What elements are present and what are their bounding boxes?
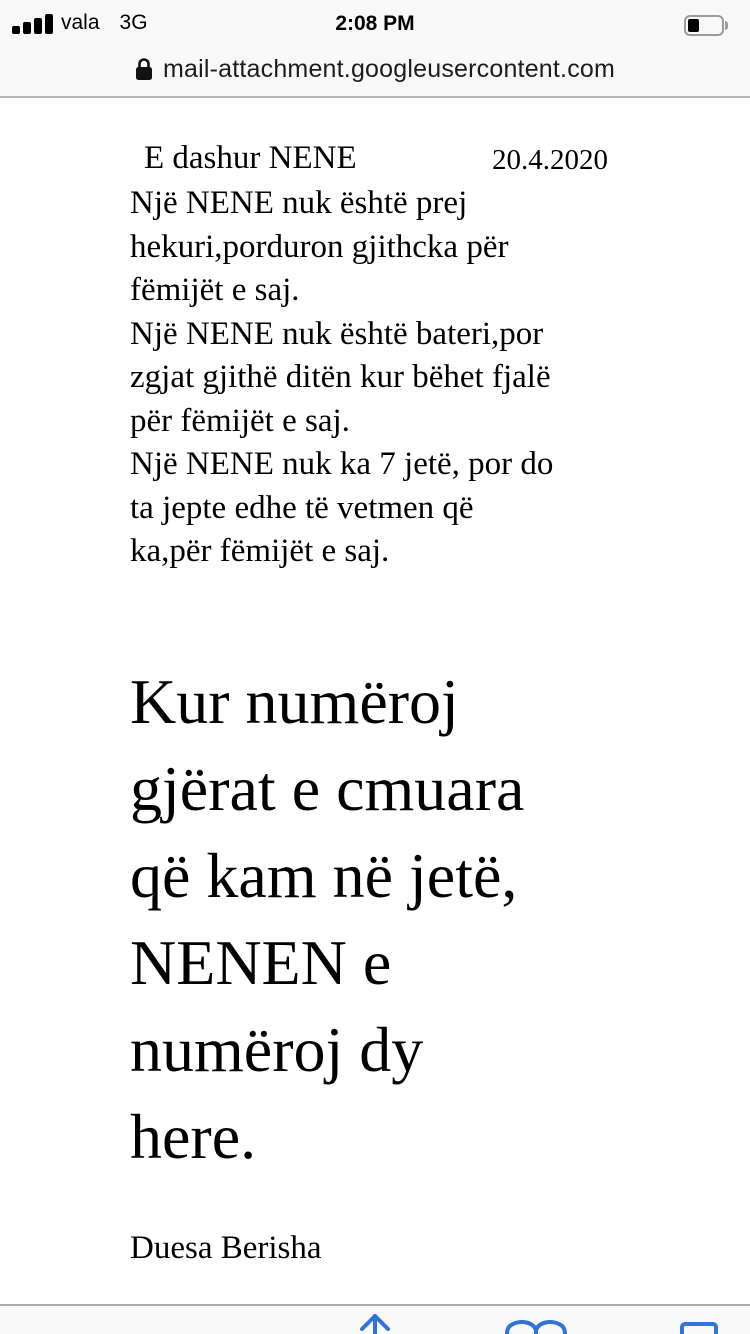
text-line: here. xyxy=(130,1101,257,1172)
text-line: numëroj dy xyxy=(130,1014,424,1085)
text-line: Kur numëroj xyxy=(130,666,459,737)
clock-label: 2:08 PM xyxy=(335,12,415,35)
text-line: hekuri,porduron gjithcka për xyxy=(130,228,509,265)
document-heading: E dashur NENE xyxy=(144,140,357,176)
text-line: NENEN e xyxy=(130,927,392,998)
text-line: ta jepte edhe të vetmen që xyxy=(130,489,474,526)
browser-toolbar xyxy=(0,1304,750,1334)
document-date: 20.4.2020 xyxy=(492,144,608,176)
text-line: zgjat gjithë ditën kur bëhet fjalë xyxy=(130,359,551,395)
document-heading-row xyxy=(130,136,608,182)
battery-icon xyxy=(684,15,728,36)
document-signature: Duesa Berisha xyxy=(130,1230,322,1266)
text-line: gjërat e cmuara xyxy=(130,753,525,824)
status-bar xyxy=(0,6,750,38)
text-line: që kam në jetë, xyxy=(130,840,518,911)
text-line: Një NENE nuk ka 7 jetë, por do xyxy=(130,446,554,482)
lock-icon xyxy=(135,57,153,81)
carrier-label: vala xyxy=(61,11,100,34)
text-line: Një NENE nuk është prej xyxy=(130,185,468,221)
text-line: fëmijët e saj. xyxy=(130,272,300,308)
address-bar-domain: mail-attachment.googleusercontent.com xyxy=(162,54,616,83)
text-line: ka,për fëmijët e saj. xyxy=(130,533,390,569)
browser-header xyxy=(0,0,750,98)
document-paragraphs xyxy=(130,182,690,574)
tabs-icon[interactable] xyxy=(679,1321,719,1334)
document-quote xyxy=(130,658,730,1180)
open-book-icon[interactable] xyxy=(505,1320,567,1334)
address-bar[interactable] xyxy=(0,44,750,94)
text-line: për fëmijët e saj. xyxy=(130,402,350,439)
share-icon[interactable] xyxy=(349,1312,401,1334)
network-type-label: 3G xyxy=(119,11,148,34)
text-line: Një NENE nuk është bateri,por xyxy=(130,315,544,352)
